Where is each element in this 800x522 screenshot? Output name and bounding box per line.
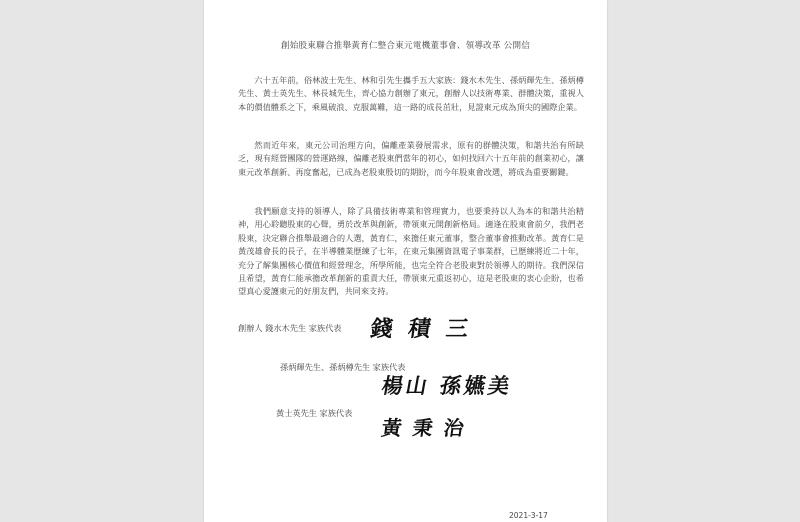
- signature-sun: 楊山 孫嬿美: [379, 373, 515, 398]
- signatory-label-qian: 創辦人 錢水木先生 家族代表: [238, 323, 342, 333]
- signature-huang: 黃 秉 治: [380, 416, 468, 440]
- letter-date: 2021-3-17: [509, 511, 548, 520]
- paragraph-history: 六十五年前，俗林波士先生、林和引先生攜手五大家族：錢水木先生、孫炳輝先生、孫炳樽先生、黃士英先生、林長城先生，齊心協力創辦了東元，創辦人以技術專業、群體決策，重視人本的價值體系之下，乘風破浪、克服萬難，這一路的成長茁壯，見證東元成為頂尖的國際企業。: [238, 75, 584, 112]
- paragraph-concerns: 然而近年來，東元公司治理方向，偏離產業發展需求，原有的群體決策，和諧共治有所缺乏，現有經營團隊的營運路線，偏離老股東們當年的初心，如何找回六十五年前的創業初心，讓東元改革創新、再度奮起，已成為老股東殷切的期盼，而今年股東會改選，將成為重要關鍵。: [238, 140, 584, 177]
- letter-page: [204, 0, 607, 522]
- signature-qian: 錢 積 三: [368, 316, 474, 342]
- signatory-label-huang: 黃士英先生 家族代表: [276, 408, 353, 418]
- paragraph-endorsement: 我們願意支持的領導人，除了具備技術專業和管理實力，也要秉持以人為本的和諧共治精神，用心聆聽股東的心聲，勇於改革與創新，帶領東元開創新格局。適逢在股東會前夕，我們老股東，決定聯合推舉最適合的人選，黃育仁，來擔任東元董事，整合董事會推動改革。黃育仁是黃茂雄會長的長子，在半導體業歷練了七年，在東元集團資訊電子事業群，已歷練將近二十年，充分了解集團核心價值和經營理念，所學所能，也完全符合老股東對於領導人的期待。我們深信且希望，黃育仁能承擔改革創新的重責大任，帶領東元重返初心，這是老股東的衷心企盼，也希望真心愛護東元的好朋友們，共同來支持。: [238, 206, 584, 297]
- signatory-label-sun: 孫炳輝先生、孫炳樽先生 家族代表: [280, 362, 406, 372]
- letter-title: 創始股東聯合推舉黃育仁整合東元電機董事會、領導改革 公開信: [280, 41, 531, 51]
